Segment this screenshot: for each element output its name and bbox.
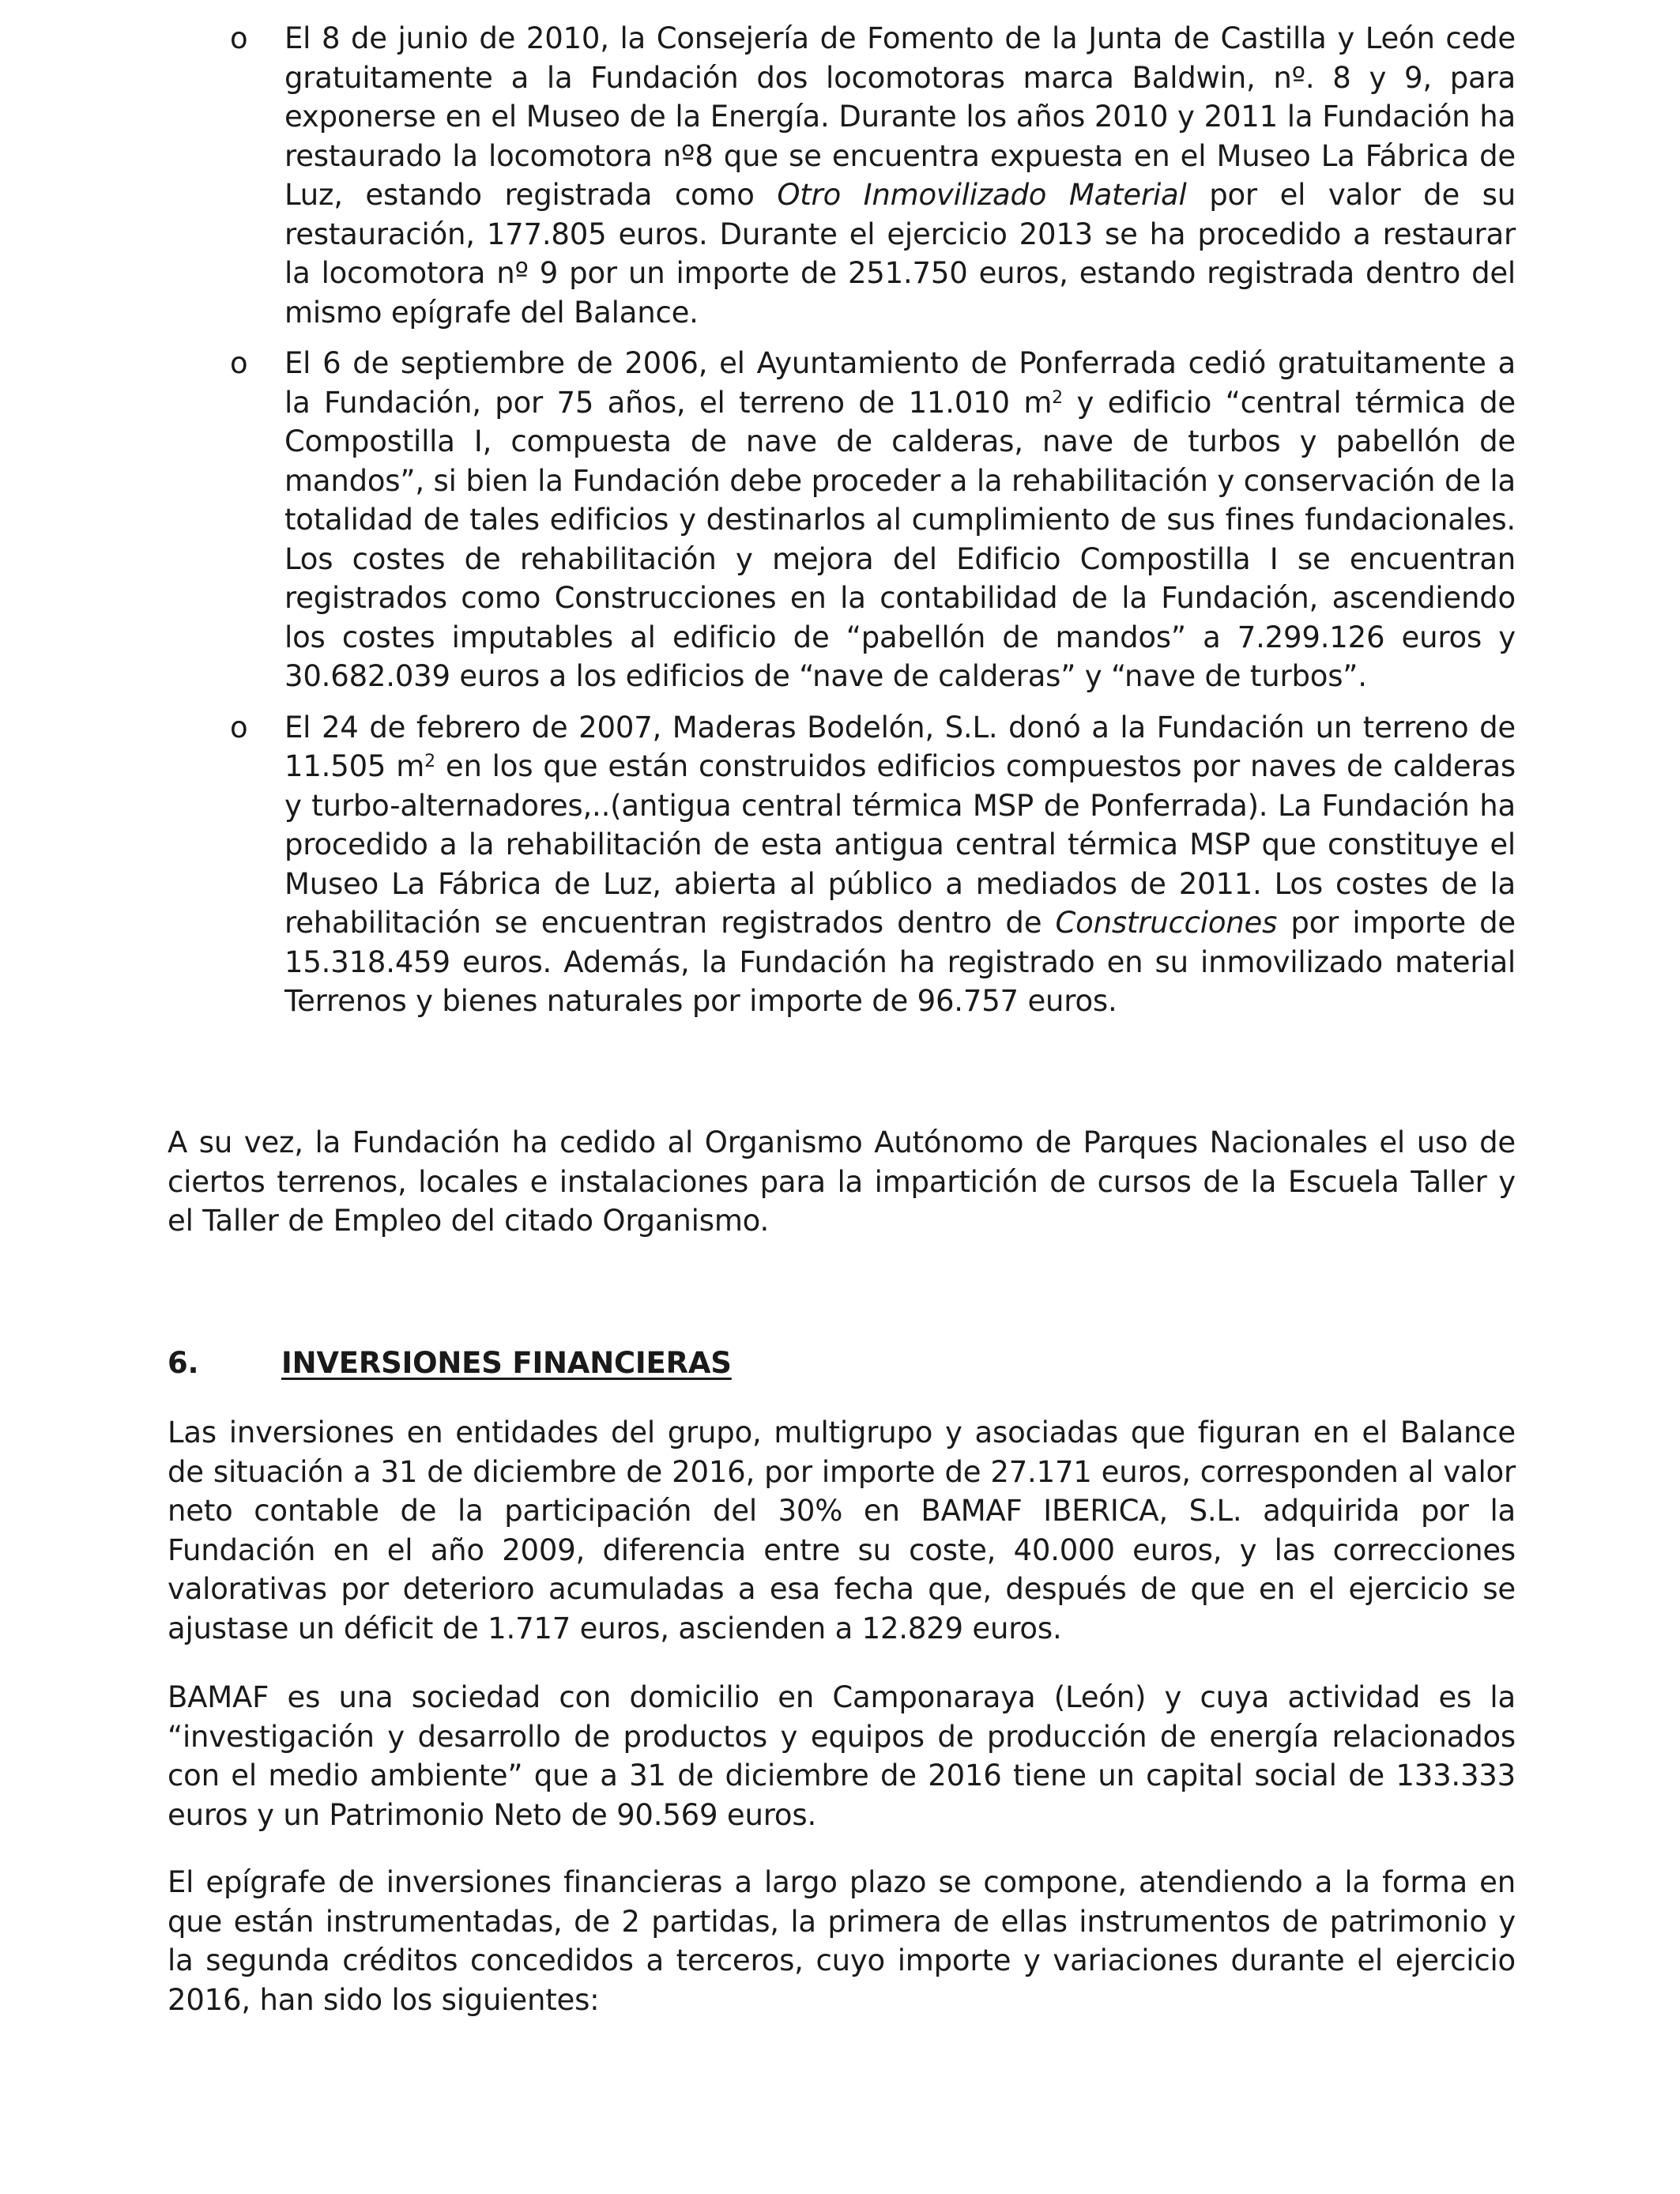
paragraph-cesion: A su vez, la Fundación ha cedido al Organismo Autónomo de Parques Nacionales el uso de ciertos terrenos, locales e instalaciones para la impartición de cursos de la Escuela Taller y el Taller de Empleo del citado Organismo. (168, 1125, 1516, 1238)
bullet-item-compostilla (168, 344, 1516, 696)
bullet-text: El 8 de junio de 2010, la Consejería de Fomento de la Junta de Castilla y León cede gratuitamente a la Fundación dos locomotoras marca Baldwin, nº. 8 y 9, para exponerse en el Museo de la Energía. Durante los años 2010 y 2011 la Fundación ha restaurado la locomotora nº8 que se encuentra expuesta en el Museo La Fábrica de Luz, estando registrada como Otro Inmovilizado Material por el valor de su restauración, 177.805 euros. Durante el ejercicio 2013 se ha procedido a restaurar la locomotora nº 9 por un importe de 251.750 euros, estando registrada dentro del mismo epígrafe del Balance. (284, 21, 1516, 330)
paragraph-epigrafe: El epígrafe de inversiones financieras a largo plazo se compone, atendiendo a la forma en que están instrumentadas, de 2 partidas, la primera de ellas instrumentos de patrimonio y la segunda créditos concedidos a terceros, cuyo importe y variaciones durante el ejercicio 2016, han sido los siguientes: (168, 1865, 1516, 2017)
bullet-marker: o (230, 346, 248, 380)
bullet-list (168, 19, 1516, 1033)
bullet-marker: o (230, 21, 248, 55)
paragraph-inversiones: Las inversiones en entidades del grupo, multigrupo y asociadas que figuran en el Balance de situación a 31 de diciembre de 2016, por importe de 27.171 euros, corresponden al valor neto contable de la participación del 30% en BAMAF IBERICA, S.L. adquirida por la Fundación en el año 2009, diferencia entre su coste, 40.000 euros, y las correcciones valorativas por deterioro acumuladas a esa fecha que, después de que en el ejercicio se ajustase un déficit de 1.717 euros, ascienden a 12.829 euros. (168, 1416, 1516, 1646)
bullet-text: El 24 de febrero de 2007, Maderas Bodelón, S.L. donó a la Fundación un terreno de 11.505 $m^2$ en los que están construidos edificios compuestos por naves de calderas y turbo-alternadores,..(antigua central térmica MSP de Ponferrada). La Fundación ha procedido a la rehabilitación de esta antigua central térmica MSP que constituye el Museo La Fábrica de Luz, abierta al público a mediados de 2011. Los costes de la rehabilitación se encuentran registrados dentro de Construcciones por importe de 15.318.459 euros. Además, la Fundación ha registrado en su inmovilizado material Terrenos y bienes naturales por importe de 96.757 euros. (284, 710, 1516, 1018)
section-heading (168, 1344, 732, 1383)
bullet-marker: o (230, 710, 248, 745)
section-title: INVERSIONES FINANCIERAS (281, 1346, 732, 1380)
bullet-item-locomotoras (168, 19, 1516, 332)
bullet-item-bodelon (168, 708, 1516, 1021)
bullet-text: El 6 de septiembre de 2006, el Ayuntamiento de Ponferrada cedió gratuitamente a la Fundación, por 75 años, el terreno de 11.010 $m^2$ y edificio “central térmica de Compostilla I, compuesta de nave de calderas, nave de turbos y pabellón de mandos”, si bien la Fundación debe proceder a la rehabilitación y conservación de la totalidad de tales edificios y destinarlos al cumplimiento de sus fines fundacionales. Los costes de rehabilitación y mejora del Edificio Compostilla I se encuentran registrados como Construcciones en la contabilidad de la Fundación, ascendiendo los costes imputables al edificio de “pabellón de mandos” a 7.299.126 euros y 30.682.039 euros a los edificios de “nave de calderas” y “nave de turbos”. (284, 346, 1516, 693)
paragraph-bamaf: BAMAF es una sociedad con domicilio en Camponaraya (León) y cuya actividad es la “investigación y desarrollo de productos y equipos de producción de energía relacionados con el medio ambiente” que a 31 de diciembre de 2016 tiene un capital social de 133.333 euros y un Patrimonio Neto de 90.569 euros. (168, 1680, 1516, 1832)
section-number: 6. (168, 1346, 199, 1380)
